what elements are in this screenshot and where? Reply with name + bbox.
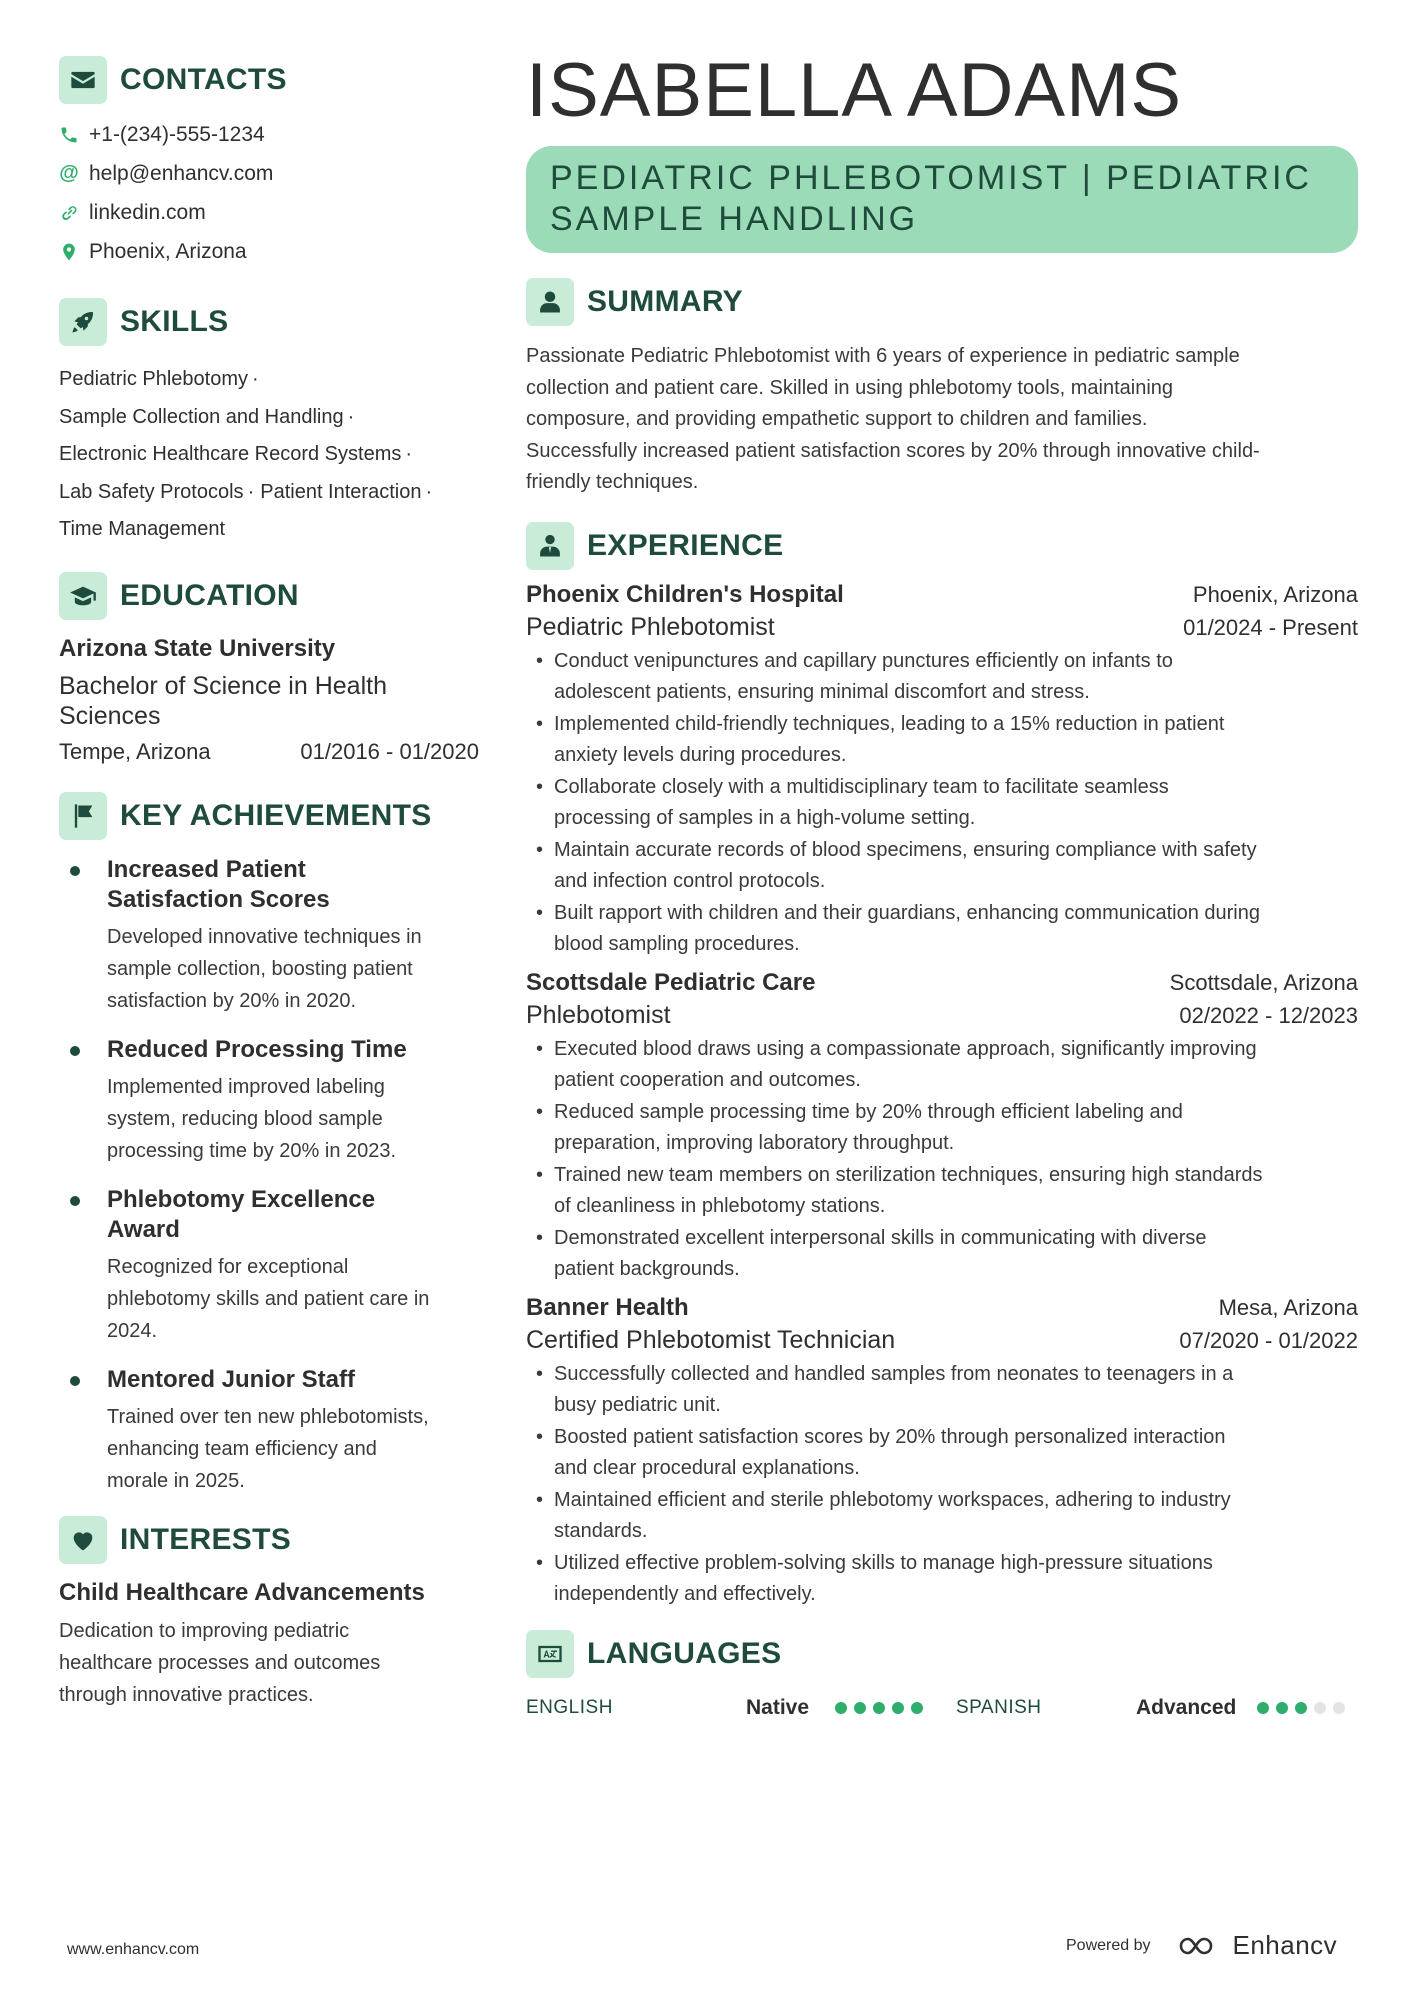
contact-linkedin[interactable] — [59, 193, 479, 232]
experience-item — [526, 1294, 1358, 1611]
contacts-heading: CONTACTS — [120, 63, 287, 96]
job-bullet — [526, 772, 1358, 835]
job-bullets — [526, 1359, 1358, 1611]
desc-line: processing time by 20% in 2023. — [107, 1139, 397, 1162]
title-line: Phlebotomy Excellence — [107, 1185, 376, 1213]
bullet-line: of cleanliness in phlebotomy stations. — [554, 1195, 886, 1217]
job-title-banner — [526, 146, 1358, 253]
summary-line: composure, and providing empathetic support to children and families. — [526, 408, 1148, 430]
job-bullet — [526, 646, 1358, 709]
brand-name: Enhancv — [1232, 1930, 1338, 1960]
skill-item: Patient Interaction — [260, 480, 422, 503]
bullet-line: • Demonstrated excellent interpersonal skills in communicating with diverse — [554, 1226, 1207, 1249]
skill-separator: · — [251, 368, 259, 390]
bullet-line: • Collaborate closely with a multidisciplinary team to facilitate seamless — [554, 775, 1169, 798]
enhancv-logo-icon — [1177, 1933, 1223, 1959]
job-bullet — [526, 1422, 1358, 1485]
contact-email[interactable] — [59, 154, 479, 193]
language-level: Native — [746, 1695, 810, 1719]
contacts-list — [59, 115, 479, 271]
summary-line: collection and patient care. Skilled in using phlebotomy tools, maintaining — [526, 376, 1174, 399]
interest-title: Child Healthcare Advancements — [59, 1578, 425, 1606]
rating-dot — [1276, 1702, 1288, 1714]
location-text: Phoenix, Arizona — [89, 239, 247, 263]
translate-icon — [526, 1630, 574, 1678]
rating-dot — [1314, 1702, 1326, 1714]
job-location: Scottsdale, Arizona — [1169, 969, 1358, 995]
job-bullet — [526, 835, 1358, 898]
phone-text: +1-(234)-555-1234 — [89, 122, 265, 146]
bullet-line: • Conduct venipunctures and capillary punctures efficiently on infants to — [554, 649, 1173, 672]
language-name: SPANISH — [956, 1696, 1042, 1718]
job-header — [526, 969, 1358, 997]
skill-separator: · — [347, 405, 355, 428]
bullet-line: standards. — [554, 1520, 648, 1542]
heart-icon — [59, 1516, 107, 1564]
language-name: ENGLISH — [526, 1696, 613, 1718]
education-location: Tempe, Arizona — [59, 738, 211, 764]
job-dates: 01/2024 - Present — [1183, 614, 1358, 640]
skills-heading: SKILLS — [120, 305, 229, 338]
job-subheader — [526, 1326, 1358, 1355]
right-column — [526, 48, 1358, 1723]
skill-item: Sample Collection and Handling — [59, 405, 344, 428]
achievements-header — [59, 791, 479, 841]
summary-header — [526, 277, 1358, 327]
job-location: Phoenix, Arizona — [1192, 581, 1358, 607]
job-role: Phlebotomist — [526, 1000, 671, 1029]
desc-line: through innovative practices. — [59, 1683, 314, 1706]
title-line: Reduced Processing Time — [107, 1035, 407, 1063]
education-meta — [59, 739, 479, 765]
achievement-desc — [107, 1071, 479, 1167]
title-line: PEDIATRIC PHLEBOTOMIST | PEDIATRIC — [550, 159, 1312, 197]
education-degree — [59, 671, 479, 731]
skills-line — [59, 511, 479, 549]
bullet-line: and infection control protocols. — [554, 870, 826, 892]
job-company: Banner Health — [526, 1293, 689, 1321]
languages-header — [526, 1629, 1358, 1679]
achievement-desc — [107, 1251, 479, 1347]
desc-line: Developed innovative techniques in — [107, 925, 422, 948]
bullet-line: • Maintained efficient and sterile phlebotomy workspaces, adhering to industry — [554, 1488, 1231, 1511]
job-dates: 07/2020 - 01/2022 — [1179, 1327, 1358, 1353]
achievement-title — [107, 1185, 479, 1245]
bullet-dot — [70, 1046, 80, 1056]
rating-dot — [911, 1702, 923, 1714]
bullet-line: • Reduced sample processing time by 20% through efficient labeling and — [554, 1100, 1183, 1123]
bullet-line: patient backgrounds. — [554, 1258, 740, 1280]
achievements-heading: KEY ACHIEVEMENTS — [120, 798, 432, 832]
person-icon — [526, 278, 574, 326]
skills-list — [59, 361, 479, 549]
phone-icon — [59, 124, 79, 146]
skill-separator: · — [405, 443, 413, 465]
skills-line — [59, 436, 479, 474]
desc-line: Dedication to improving pediatric — [59, 1619, 350, 1642]
desc-line: 2024. — [107, 1319, 158, 1342]
languages-row — [526, 1693, 1358, 1723]
experience-heading: EXPERIENCE — [587, 528, 784, 562]
bullet-line: • Implemented child-friendly techniques, leading to a 15% reduction in patient — [554, 712, 1225, 735]
job-bullet — [526, 1160, 1358, 1223]
achievement-item — [59, 855, 479, 1017]
bullet-line: adolescent patients, ensuring minimal discomfort and stress. — [554, 681, 1090, 703]
powered-by-text: Powered by — [1066, 1936, 1151, 1954]
interests-header — [59, 1515, 479, 1565]
rocket-icon — [59, 298, 107, 346]
summary-line: friendly techniques. — [526, 471, 699, 493]
graduation-cap-icon — [59, 572, 107, 620]
contacts-header — [59, 55, 479, 105]
desc-line: healthcare processes and outcomes — [59, 1651, 381, 1674]
experience-item — [526, 581, 1358, 961]
rating-dot — [892, 1702, 904, 1714]
bullet-line: independently and effectively. — [554, 1583, 816, 1605]
experience-item — [526, 969, 1358, 1286]
job-bullet — [526, 1223, 1358, 1286]
summary-text — [526, 341, 1358, 499]
bullet-dot — [70, 1196, 80, 1206]
rating-dot — [873, 1702, 885, 1714]
bullet-line: busy pediatric unit. — [554, 1394, 721, 1416]
email-text: help@enhancv.com — [89, 161, 274, 185]
degree-line: Bachelor of Science in Health — [59, 671, 387, 700]
bullet-line: • Built rapport with children and their guardians, enhancing communication during — [554, 901, 1260, 924]
job-bullet — [526, 1034, 1358, 1097]
interests-heading: INTERESTS — [120, 1522, 292, 1556]
job-company: Phoenix Children's Hospital — [526, 580, 844, 608]
title-line: SAMPLE HANDLING — [550, 200, 919, 238]
briefcase-person-icon — [526, 522, 574, 570]
left-column — [59, 55, 479, 1711]
skill-separator: · — [247, 480, 255, 503]
job-bullet — [526, 1359, 1358, 1422]
languages-heading: LANGUAGES — [587, 1636, 782, 1670]
achievements-list — [59, 855, 479, 1497]
education-header — [59, 571, 479, 621]
desc-line: Implemented improved labeling — [107, 1075, 385, 1098]
job-bullets — [526, 1034, 1358, 1286]
job-bullet — [526, 1097, 1358, 1160]
at-icon: @ — [59, 162, 79, 184]
summary-heading: SUMMARY — [587, 285, 743, 318]
desc-line: system, reducing blood sample — [107, 1107, 383, 1130]
bullet-line: • Maintain accurate records of blood specimens, ensuring compliance with safety — [554, 838, 1257, 861]
bullet-line: • Trained new team members on sterilization techniques, ensuring high standards — [554, 1163, 1263, 1186]
desc-line: enhancing team efficiency and — [107, 1437, 377, 1460]
title-line: Mentored Junior Staff — [107, 1365, 356, 1393]
title-line: Award — [107, 1215, 180, 1243]
language-level: Advanced — [1136, 1695, 1237, 1719]
bullet-dot — [70, 1376, 80, 1386]
envelope-icon — [59, 56, 107, 104]
job-dates: 02/2022 - 12/2023 — [1179, 1002, 1358, 1028]
job-bullet — [526, 1485, 1358, 1548]
bullet-line: blood sampling procedures. — [554, 933, 800, 955]
rating-dot — [835, 1702, 847, 1714]
achievement-item — [59, 1365, 479, 1497]
bullet-line: patient cooperation and outcomes. — [554, 1069, 861, 1091]
education-school: Arizona State University — [59, 634, 336, 662]
footer-branding — [1066, 1930, 1337, 1961]
bullet-line: • Boosted patient satisfaction scores by 20% through personalized interaction — [554, 1425, 1226, 1448]
job-subheader — [526, 613, 1358, 642]
achievement-item — [59, 1185, 479, 1347]
bullet-line: processing of samples in a high-volume setting. — [554, 807, 976, 829]
skills-line — [59, 474, 479, 512]
link-icon — [59, 202, 79, 224]
title-line: Increased Patient — [107, 855, 306, 883]
degree-line: Sciences — [59, 701, 161, 730]
skill-item: Time Management — [59, 518, 225, 540]
achievement-item — [59, 1035, 479, 1167]
language-rating — [1250, 1702, 1345, 1714]
bullet-dot — [70, 866, 80, 876]
bullet-line: anxiety levels during procedures. — [554, 744, 847, 766]
achievement-desc — [107, 921, 479, 1017]
rating-dot — [1295, 1702, 1307, 1714]
summary-line: Successfully increased patient satisfaction scores by 20% through innovative child- — [526, 439, 1260, 462]
job-header — [526, 581, 1358, 609]
desc-line: Trained over ten new phlebotomists, — [107, 1405, 429, 1428]
job-role: Pediatric Phlebotomist — [526, 612, 775, 641]
title-line: Satisfaction Scores — [107, 885, 330, 913]
linkedin-text: linkedin.com — [89, 200, 206, 224]
job-bullet — [526, 898, 1358, 961]
rating-dot — [1257, 1702, 1269, 1714]
skills-line — [59, 361, 479, 399]
job-company: Scottsdale Pediatric Care — [526, 968, 816, 996]
bullet-line: • Executed blood draws using a compassionate approach, significantly improving — [554, 1037, 1257, 1060]
skill-item: Electronic Healthcare Record Systems — [59, 443, 402, 465]
skills-line — [59, 399, 479, 437]
summary-line: Passionate Pediatric Phlebotomist with 6 years of experience in pediatric sample — [526, 345, 1240, 367]
education-dates: 01/2016 - 01/2020 — [300, 738, 479, 764]
bullet-line: and clear procedural explanations. — [554, 1457, 860, 1479]
achievement-desc — [107, 1401, 479, 1497]
job-bullet — [526, 1548, 1358, 1611]
footer-website[interactable]: www.enhancv.com — [67, 1941, 200, 1958]
desc-line: sample collection, boosting patient — [107, 957, 413, 980]
achievement-title — [107, 855, 479, 915]
job-bullet — [526, 709, 1358, 772]
desc-line: Recognized for exceptional — [107, 1255, 349, 1278]
job-header — [526, 1294, 1358, 1322]
job-bullets — [526, 646, 1358, 961]
education-heading: EDUCATION — [120, 578, 299, 612]
job-role: Certified Phlebotomist Technician — [526, 1325, 896, 1354]
desc-line: phlebotomy skills and patient care in — [107, 1287, 430, 1310]
desc-line: morale in 2025. — [107, 1469, 245, 1492]
achievement-title — [107, 1365, 479, 1395]
rating-dot — [854, 1702, 866, 1714]
interest-desc — [59, 1615, 479, 1711]
achievement-title — [107, 1035, 479, 1065]
skill-item: Lab Safety Protocols — [59, 480, 244, 503]
bullet-line: • Utilized effective problem-solving skills to manage high-pressure situations — [554, 1551, 1213, 1574]
desc-line: satisfaction by 20% in 2020. — [107, 989, 357, 1012]
skills-header — [59, 297, 479, 347]
language-rating — [828, 1702, 956, 1714]
experience-header — [526, 521, 1358, 571]
bullet-line: • Successfully collected and handled samples from neonates to teenagers in a — [554, 1362, 1234, 1385]
contact-location — [59, 232, 479, 271]
job-location: Mesa, Arizona — [1218, 1294, 1358, 1320]
map-pin-icon — [59, 241, 79, 263]
flag-icon — [59, 792, 107, 840]
contact-phone[interactable] — [59, 115, 479, 154]
bullet-line: preparation, improving laboratory throughput. — [554, 1132, 955, 1154]
skill-item: Pediatric Phlebotomy — [59, 368, 248, 390]
job-subheader — [526, 1001, 1358, 1030]
skill-separator: · — [425, 480, 433, 503]
candidate-name: ISABELLA ADAMS — [526, 48, 1183, 133]
rating-dot — [1333, 1702, 1345, 1714]
